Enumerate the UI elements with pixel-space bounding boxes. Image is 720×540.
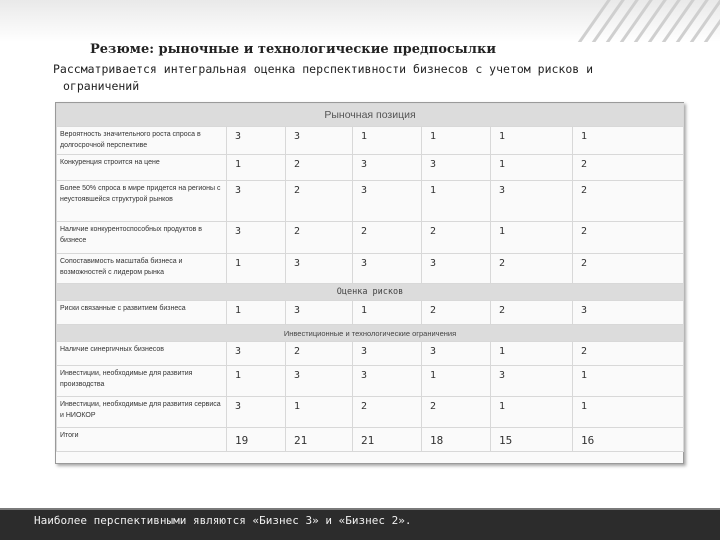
bottom-band-stripe — [0, 508, 720, 510]
section-header-row — [57, 325, 684, 342]
score-cell: 3 — [286, 366, 353, 397]
score-cell: 2 — [286, 155, 353, 181]
table-row — [57, 254, 684, 284]
section-title-constraints: Инвестиционные и технологические ограничения — [57, 325, 684, 342]
conclusion-text: Наиболее перспективными являются «Бизнес 3» и «Бизнес 2». — [34, 514, 412, 527]
score-cell: 2 — [286, 222, 353, 254]
score-cell: 2 — [422, 301, 491, 325]
section-title-market: Рыночная позиция — [57, 104, 684, 127]
assessment-table — [56, 103, 684, 452]
score-cell: 3 — [286, 127, 353, 155]
table-row — [57, 222, 684, 254]
score-cell: 3 — [227, 397, 286, 428]
criterion-label: Риски связанные с развитием бизнеса — [57, 301, 227, 325]
total-score-cell: 18 — [422, 428, 491, 452]
score-cell: 2 — [286, 342, 353, 366]
section-header-row — [57, 284, 684, 301]
table-row — [57, 397, 684, 428]
score-cell: 3 — [227, 127, 286, 155]
total-score-cell: 15 — [491, 428, 573, 452]
score-cell: 3 — [491, 366, 573, 397]
score-cell: 1 — [227, 301, 286, 325]
subtitle-line-2: ограничений — [63, 79, 140, 93]
score-cell: 2 — [286, 181, 353, 222]
score-cell: 1 — [422, 181, 491, 222]
score-cell: 2 — [353, 222, 422, 254]
score-cell: 3 — [353, 155, 422, 181]
criterion-label: Наличие синергичных бизнесов — [57, 342, 227, 366]
score-cell: 3 — [491, 181, 573, 222]
criterion-label: Вероятность значительного роста спроса в долгосрочной перспективе — [57, 127, 227, 155]
score-cell: 2 — [353, 397, 422, 428]
score-cell: 1 — [286, 397, 353, 428]
criterion-label: Конкуренция строится на цене — [57, 155, 227, 181]
criterion-label: Сопоставимость масштаба бизнеса и возможностей с лидером рынка — [57, 254, 227, 284]
score-cell: 3 — [353, 181, 422, 222]
score-cell: 2 — [491, 301, 573, 325]
section-header-row — [57, 104, 684, 127]
subtitle-line-1: Рассматривается интегральная оценка перспективности бизнесов с учетом рисков и — [53, 62, 594, 76]
table-row — [57, 366, 684, 397]
score-cell: 2 — [573, 254, 684, 284]
score-cell: 3 — [227, 222, 286, 254]
score-cell: 1 — [573, 397, 684, 428]
table-row — [57, 301, 684, 325]
score-cell: 1 — [491, 397, 573, 428]
score-cell: 3 — [573, 301, 684, 325]
score-cell: 2 — [491, 254, 573, 284]
score-cell: 2 — [573, 155, 684, 181]
score-cell: 3 — [227, 181, 286, 222]
total-row — [57, 428, 684, 452]
criterion-label: Более 50% спроса в мире придется на регионы с неустоявшейся структурой рынков — [57, 181, 227, 222]
score-cell: 1 — [422, 127, 491, 155]
table-row — [57, 342, 684, 366]
score-cell: 2 — [573, 342, 684, 366]
total-score-cell: 21 — [353, 428, 422, 452]
score-cell: 1 — [491, 127, 573, 155]
total-score-cell: 16 — [573, 428, 684, 452]
score-cell: 3 — [286, 254, 353, 284]
score-cell: 3 — [353, 366, 422, 397]
table-row — [57, 155, 684, 181]
total-label: Итоги — [57, 428, 227, 452]
corner-stripes-decor — [570, 0, 720, 42]
score-cell: 1 — [353, 301, 422, 325]
top-decor-strip — [0, 0, 720, 42]
score-cell: 3 — [353, 342, 422, 366]
score-cell: 3 — [422, 254, 491, 284]
score-cell: 3 — [353, 254, 422, 284]
criterion-label: Наличие конкурентоспособных продуктов в бизнесе — [57, 222, 227, 254]
criterion-label: Инвестиции, необходимые для развития сервиса и НИОКОР — [57, 397, 227, 428]
score-cell: 2 — [573, 222, 684, 254]
score-cell: 3 — [422, 155, 491, 181]
total-score-cell: 19 — [227, 428, 286, 452]
score-cell: 2 — [422, 222, 491, 254]
slide-title: Резюме: рыночные и технологические предпосылки — [90, 42, 497, 57]
score-cell: 1 — [491, 155, 573, 181]
criterion-label: Инвестиции, необходимые для развития производства — [57, 366, 227, 397]
slide-subtitle — [53, 61, 653, 95]
score-cell: 1 — [573, 127, 684, 155]
table-row — [57, 127, 684, 155]
score-cell: 1 — [353, 127, 422, 155]
section-title-risks: Оценка рисков — [57, 284, 684, 301]
score-cell: 1 — [227, 155, 286, 181]
assessment-table-container — [55, 102, 684, 464]
score-cell: 2 — [573, 181, 684, 222]
score-cell: 1 — [491, 342, 573, 366]
score-cell: 2 — [422, 397, 491, 428]
score-cell: 3 — [286, 301, 353, 325]
total-score-cell: 21 — [286, 428, 353, 452]
score-cell: 3 — [227, 342, 286, 366]
score-cell: 1 — [227, 254, 286, 284]
score-cell: 3 — [422, 342, 491, 366]
score-cell: 1 — [573, 366, 684, 397]
table-row — [57, 181, 684, 222]
score-cell: 1 — [227, 366, 286, 397]
score-cell: 1 — [422, 366, 491, 397]
score-cell: 1 — [491, 222, 573, 254]
